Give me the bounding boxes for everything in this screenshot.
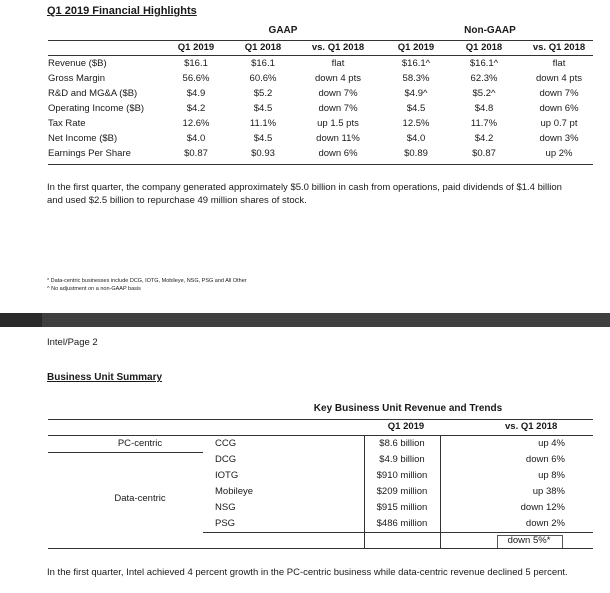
table-cell: $0.87 <box>472 148 496 159</box>
col-header-nongaap-q1-2019: Q1 2019 <box>397 42 435 53</box>
gaap-group-header: GAAP <box>268 25 298 36</box>
table-cell: down 7% <box>539 88 579 99</box>
table-cell: down 6% <box>318 148 358 159</box>
row-label-tax-rate: Tax Rate <box>48 118 86 129</box>
footnote-data-centric: * Data-centric businesses include DCG, IOTG, Mobileye, NSG, PSG and All Other <box>47 278 247 284</box>
col-header-gaap-q1-2019: Q1 2019 <box>177 42 215 53</box>
table-top-rule <box>48 40 593 41</box>
table-cell: up 0.7 pt <box>540 118 578 129</box>
table-cell: 56.6% <box>182 73 210 84</box>
row-label-net-income: Net Income ($B) <box>48 133 118 144</box>
unit-name-ccg: CCG <box>215 438 237 449</box>
table-cell: flat <box>552 58 566 69</box>
table-cell: $4.5 <box>406 103 426 114</box>
unit-revenue: $8.6 billion <box>379 438 425 449</box>
page-title: Q1 2019 Financial Highlights <box>47 5 197 17</box>
table-cell: $16.1 <box>184 58 208 69</box>
table-cell: $4.2 <box>186 103 206 114</box>
table-cell: down 3% <box>539 133 579 144</box>
table-cell: $16.1^ <box>469 58 499 69</box>
row-label-operating-income: Operating Income ($B) <box>48 103 145 114</box>
table-cell: 58.3% <box>402 73 430 84</box>
unit-trend: up 8% <box>538 470 565 481</box>
unit-trend: down 12% <box>520 502 565 513</box>
nongaap-group-header: Non-GAAP <box>464 25 516 36</box>
table-cell: $4.2 <box>474 133 494 144</box>
table-cell: 12.5% <box>402 118 430 129</box>
col-header-gaap-change: vs. Q1 2018 <box>311 42 365 53</box>
pc-centric-divider <box>48 452 203 453</box>
page-break-band-edge <box>0 313 42 327</box>
table-cell: down 11% <box>316 133 360 144</box>
table-cell: down 7% <box>318 103 358 114</box>
table-cell: $0.93 <box>251 148 275 159</box>
cash-paragraph: In the first quarter, the company generated approximately $5.0 billion in cash from operations, paid dividends of $1.4 billion and used $2.5 billion to repurchase 49 million shares of stock. <box>47 182 562 206</box>
data-centric-label: Data-centric <box>114 493 166 504</box>
unit-revenue: $486 million <box>376 518 428 529</box>
growth-paragraph: In the first quarter, Intel achieved 4 percent growth in the PC-centric business while data-centric revenue declined 5 percent. <box>47 567 568 578</box>
table-cell: $16.1^ <box>401 58 431 69</box>
unit-revenue: $4.9 billion <box>379 454 425 465</box>
business-table-title: Key Business Unit Revenue and Trends <box>313 403 503 414</box>
table-cell: $4.5 <box>253 133 273 144</box>
unit-name-dcg: DCG <box>215 454 237 465</box>
unit-name-iotg: IOTG <box>215 470 239 481</box>
row-label-rd-mga: R&D and MG&A ($B) <box>48 88 138 99</box>
table-cell: 11.1% <box>249 118 277 129</box>
table-cell: down 7% <box>318 88 358 99</box>
bu-col-header-change: vs. Q1 2018 <box>505 421 558 432</box>
unit-revenue: $209 million <box>376 486 428 497</box>
table-cell: down 4 pts <box>315 73 361 84</box>
business-table-inner-rule <box>203 532 593 533</box>
business-table-top-rule <box>48 419 593 420</box>
table-cell: $4.0 <box>406 133 426 144</box>
col-header-nongaap-q1-2018: Q1 2018 <box>465 42 503 53</box>
business-table-header-rule <box>48 435 593 436</box>
unit-trend: up 38% <box>532 486 565 497</box>
pc-centric-label: PC-centric <box>117 438 163 449</box>
table-cell: up 2% <box>545 148 573 159</box>
unit-revenue: $910 million <box>376 470 428 481</box>
table-bottom-rule <box>48 164 593 165</box>
total-trend: down 5%* <box>507 535 551 546</box>
table-cell: 60.6% <box>249 73 277 84</box>
section-title: Business Unit Summary <box>47 372 163 383</box>
unit-name-mobileye: Mobileye <box>215 486 254 497</box>
page-break-band <box>0 313 610 327</box>
footnote-no-adjustment: ^ No adjustment on a non-GAAP basis <box>47 286 141 292</box>
row-label-revenue: Revenue ($B) <box>48 58 107 69</box>
table-cell: $4.8 <box>474 103 494 114</box>
table-cell: $16.1 <box>251 58 275 69</box>
table-cell: down 6% <box>539 103 579 114</box>
table-cell: $4.9 <box>186 88 206 99</box>
unit-trend: down 2% <box>525 518 565 529</box>
unit-revenue: $915 million <box>376 502 428 513</box>
unit-trend: down 6% <box>525 454 565 465</box>
table-cell: flat <box>331 58 345 69</box>
bu-col-header-q1-2019: Q1 2019 <box>387 421 425 432</box>
row-label-gross-margin: Gross Margin <box>48 73 106 84</box>
table-cell: $5.2^ <box>472 88 496 99</box>
table-cell: 12.6% <box>182 118 210 129</box>
header-rule <box>48 55 593 56</box>
table-cell: $0.87 <box>184 148 208 159</box>
table-cell: $5.2 <box>253 88 273 99</box>
business-table-bottom-rule <box>48 548 593 549</box>
table-cell: up 1.5 pts <box>317 118 359 129</box>
table-cell: $4.5 <box>253 103 273 114</box>
table-cell: $0.89 <box>404 148 428 159</box>
table-cell: $4.0 <box>186 133 206 144</box>
table-cell: $4.9^ <box>404 88 428 99</box>
unit-name-psg: PSG <box>215 518 236 529</box>
row-label-eps: Earnings Per Share <box>48 148 131 159</box>
page-label: Intel/Page 2 <box>47 337 98 348</box>
unit-trend: up 4% <box>538 438 565 449</box>
table-cell: 62.3% <box>470 73 498 84</box>
table-cell: down 4 pts <box>536 73 582 84</box>
unit-name-nsg: NSG <box>215 502 236 513</box>
table-cell: 11.7% <box>470 118 498 129</box>
col-header-gaap-q1-2018: Q1 2018 <box>244 42 282 53</box>
col-header-nongaap-change: vs. Q1 2018 <box>532 42 586 53</box>
